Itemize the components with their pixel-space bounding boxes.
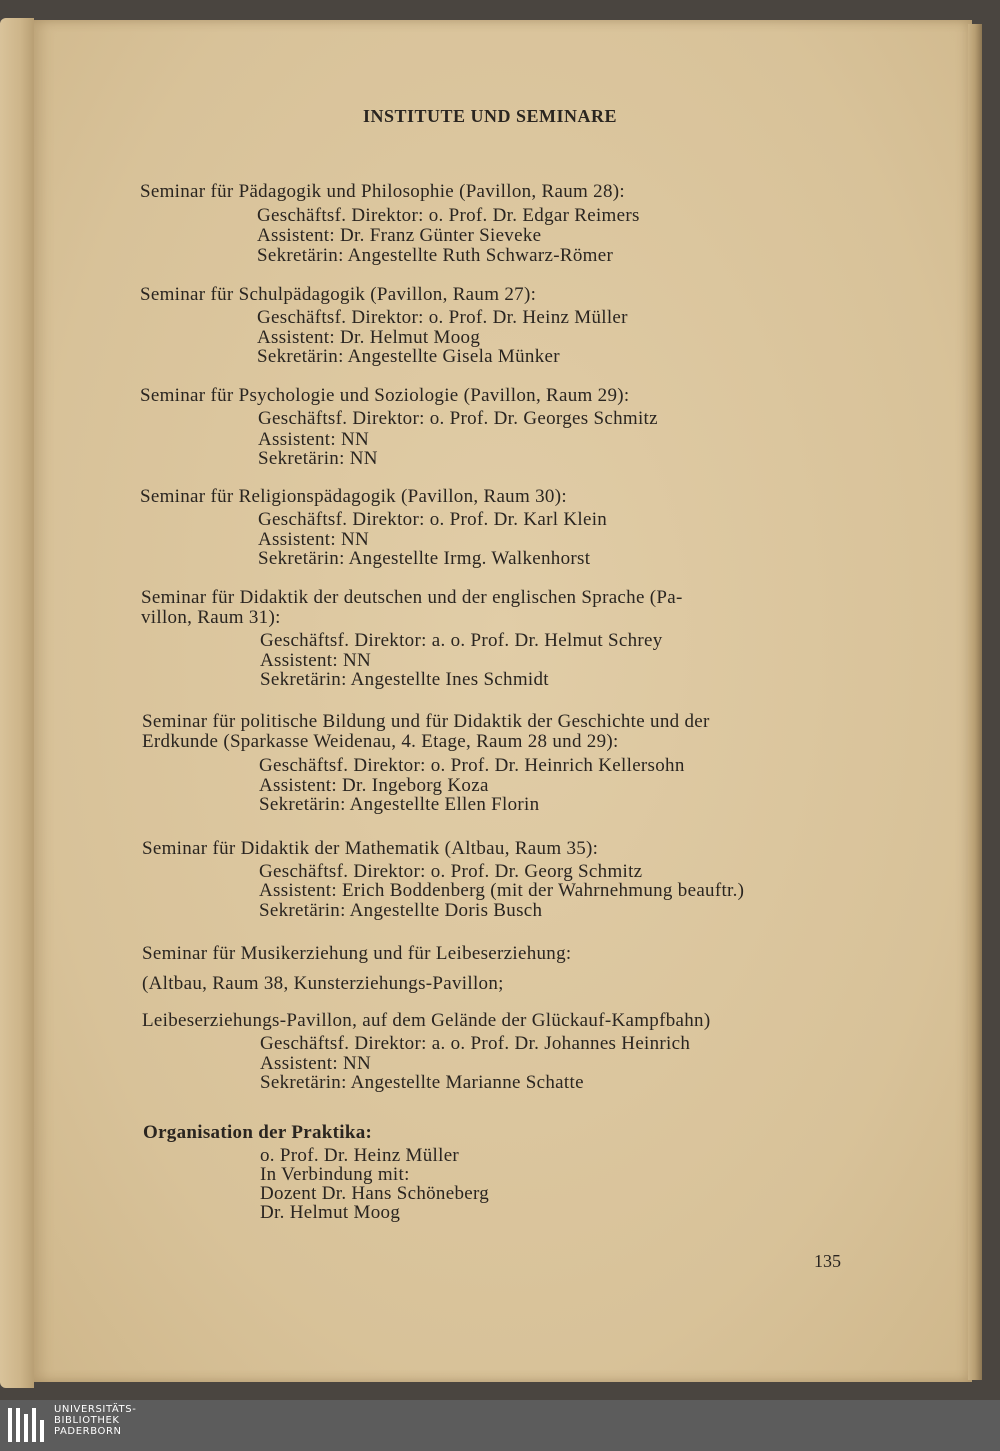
seminar-title: Seminar für Didaktik der deutschen und der englischen Sprache (Pa- <box>141 587 683 608</box>
organisation-line: Dozent Dr. Hans Schöneberg <box>260 1183 490 1204</box>
page-number: 135 <box>814 1251 841 1271</box>
staff-line: Sekretärin: Angestellte Gisela Münker <box>257 346 560 367</box>
staff-line: Geschäftsf. Direktor: o. Prof. Dr. Karl Klein <box>258 509 608 530</box>
staff-line: Sekretärin: Angestellte Doris Busch <box>259 900 543 921</box>
staff-line: Sekretärin: Angestellte Ellen Florin <box>259 794 540 815</box>
staff-line: Geschäftsf. Direktor: o. Prof. Dr. Heinz Müller <box>257 307 628 328</box>
staff-line: Assistent: Dr. Franz Günter Sieveke <box>257 225 542 246</box>
library-footer-bar <box>0 1400 1000 1451</box>
logo-line: PADERBORN <box>54 1426 122 1437</box>
seminar-title: Seminar für Psychologie und Soziologie (Pavillon, Raum 29): <box>140 385 630 406</box>
organisation-line: In Verbindung mit: <box>260 1164 410 1185</box>
logo-line: BIBLIOTHEK <box>54 1415 120 1426</box>
staff-line: Geschäftsf. Direktor: a. o. Prof. Dr. Johannes Heinrich <box>260 1033 691 1054</box>
seminar-title-continued: Erdkunde (Sparkasse Weidenau, 4. Etage, Raum 28 und 29): <box>142 731 619 752</box>
staff-line: Assistent: NN <box>260 1053 372 1074</box>
page-stack-edge <box>968 24 982 1380</box>
seminar-title: Seminar für politische Bildung und für Didaktik der Geschichte und der <box>142 711 710 732</box>
library-logo-text <box>54 1404 136 1437</box>
staff-line: Geschäftsf. Direktor: a. o. Prof. Dr. Helmut Schrey <box>260 630 663 651</box>
seminar-title-continued: Leibeserziehungs-Pavillon, auf dem Gelände der Glückauf-Kampfbahn) <box>142 1010 711 1031</box>
staff-line: Assistent: NN <box>258 429 370 450</box>
seminar-title-continued: (Altbau, Raum 38, Kunsterziehungs-Pavillon; <box>142 973 504 994</box>
staff-line: Geschäftsf. Direktor: o. Prof. Dr. Edgar Reimers <box>257 205 640 226</box>
seminar-title-continued: villon, Raum 31): <box>141 607 281 628</box>
organisation-line: Dr. Helmut Moog <box>260 1202 401 1223</box>
logo-line: UNIVERSITÄTS- <box>54 1404 137 1415</box>
staff-line: Sekretärin: Angestellte Irmg. Walkenhorst <box>258 548 591 569</box>
seminar-title: Seminar für Pädagogik und Philosophie (Pavillon, Raum 28): <box>140 181 625 202</box>
library-logo-icon <box>8 1408 48 1444</box>
staff-line: Assistent: Dr. Ingeborg Koza <box>259 775 489 796</box>
left-page-edge <box>0 18 34 1388</box>
staff-line: Sekretärin: Angestellte Ruth Schwarz-Römer <box>257 245 614 266</box>
page-heading: INSTITUTE UND SEMINARE <box>362 106 618 126</box>
staff-line: Assistent: Erich Boddenberg (mit der Wahrnehmung beauftr.) <box>259 880 745 901</box>
seminar-title: Seminar für Schulpädagogik (Pavillon, Raum 27): <box>140 284 537 305</box>
seminar-title: Seminar für Religionspädagogik (Pavillon, Raum 30): <box>140 486 567 507</box>
organisation-line: o. Prof. Dr. Heinz Müller <box>260 1145 460 1166</box>
staff-line: Geschäftsf. Direktor: o. Prof. Dr. Heinrich Kellersohn <box>259 755 685 776</box>
staff-line: Sekretärin: Angestellte Ines Schmidt <box>260 669 549 690</box>
staff-line: Assistent: NN <box>260 650 372 671</box>
seminar-title: Seminar für Musikerziehung und für Leibeserziehung: <box>142 943 572 964</box>
staff-line: Assistent: Dr. Helmut Moog <box>257 327 481 348</box>
staff-line: Geschäftsf. Direktor: o. Prof. Dr. Georges Schmitz <box>258 408 658 429</box>
staff-line: Sekretärin: NN <box>258 448 378 469</box>
staff-line: Geschäftsf. Direktor: o. Prof. Dr. Georg Schmitz <box>259 861 643 882</box>
staff-line: Assistent: NN <box>258 529 370 550</box>
organisation-title: Organisation der Praktika: <box>143 1122 373 1143</box>
seminar-title: Seminar für Didaktik der Mathematik (Altbau, Raum 35): <box>142 838 599 859</box>
staff-line: Sekretärin: Angestellte Marianne Schatte <box>260 1072 584 1093</box>
